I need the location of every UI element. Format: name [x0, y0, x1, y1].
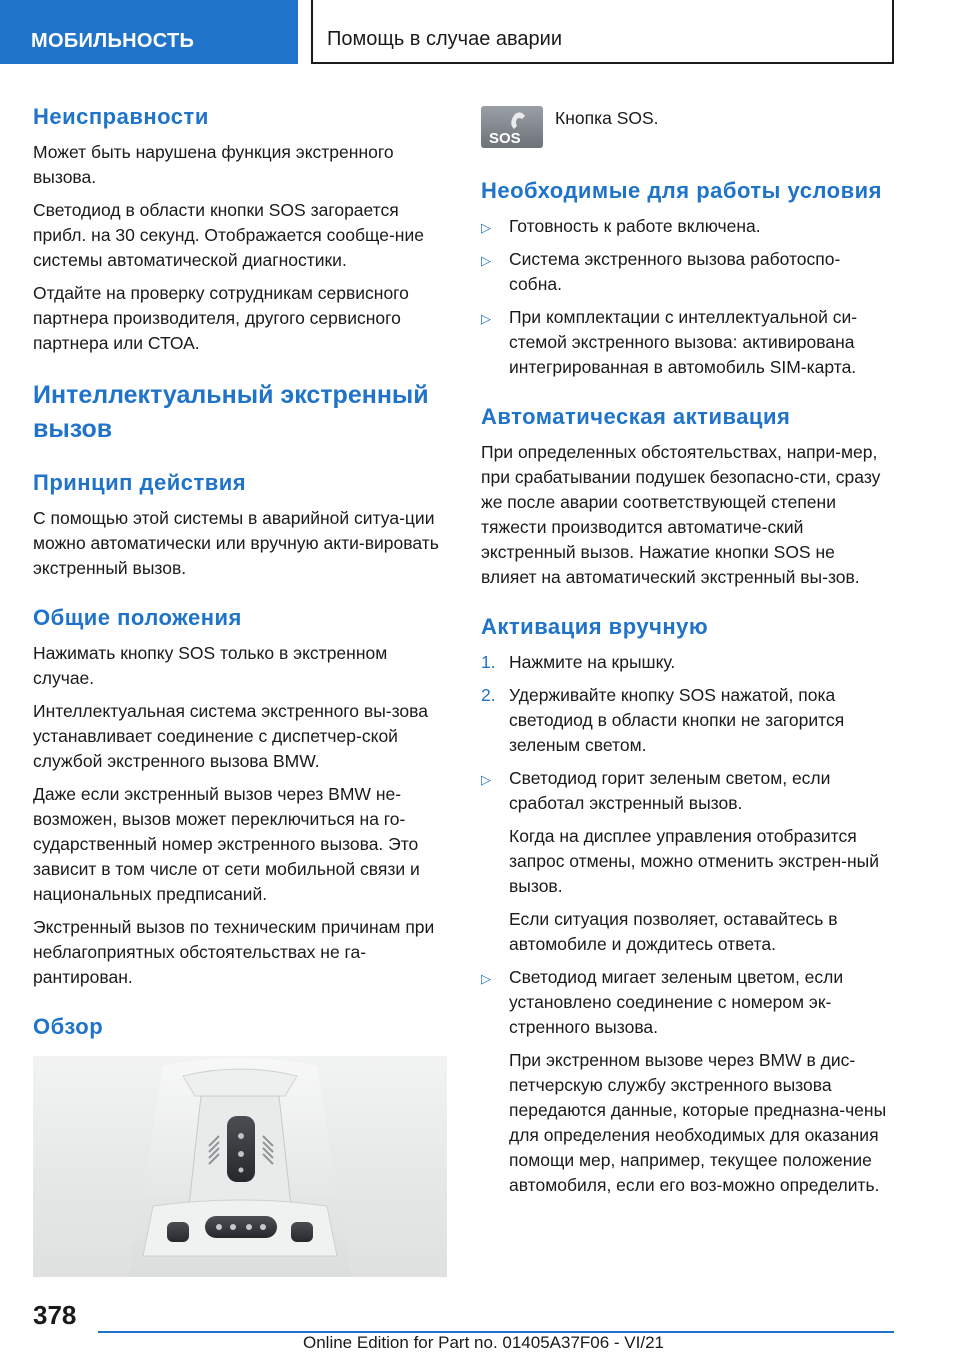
footer-edition: Online Edition for Part no. 01405A37F06 - VI/21: [303, 1333, 665, 1352]
manual-notes-list: [481, 766, 891, 816]
list-item: [481, 214, 891, 239]
list-item: [481, 247, 891, 297]
list-item-text: Система экстренного вызова работоспо-собна.: [509, 249, 841, 294]
overhead-console-drawing: [33, 1056, 447, 1277]
manual-activation-heading: Активация вручную: [481, 614, 709, 639]
header-section-tab: МОБИЛЬНОСТЬ: [0, 0, 298, 64]
general-heading: Общие положения: [33, 605, 242, 630]
faults-p3: Отдайте на проверку сотрудникам сервисного партнера производителя, другого сервисного партнера или СТОА.: [33, 283, 409, 353]
triangle-bullet-icon: ▷: [481, 772, 491, 787]
triangle-bullet-icon: ▷: [481, 311, 491, 326]
list-item-text: Светодиод горит зеленым светом, если сработал экстренный вызов.: [509, 768, 831, 813]
general-p4: Экстренный вызов по техническим причинам при неблагоприятных обстоятельствах не га-рантирован.: [33, 917, 435, 987]
manual-note1-p1: Когда на дисплее управления отобразится запрос отмены, можно отменить экстрен-ный вызов.: [509, 826, 880, 896]
list-item-text: При комплектации с интеллектуальной си-стемой экстренного вызова: активирована интегрированная в автомобиль SIM-карта.: [509, 307, 858, 377]
right-column: [481, 102, 891, 1206]
sos-button-row: [481, 102, 891, 164]
left-column: [33, 102, 449, 1277]
header-chapter-title: Помощь в случае аварии: [311, 0, 894, 64]
overview-heading: Обзор: [33, 1014, 104, 1039]
triangle-bullet-icon: ▷: [481, 220, 491, 235]
step-number: 1.: [481, 652, 496, 672]
triangle-bullet-icon: ▷: [481, 971, 491, 986]
list-item: [481, 965, 891, 1040]
faults-p2: Светодиод в области кнопки SOS загорается прибл. на 30 секунд. Отображается сообще-ние системы автоматической диагностики.: [33, 200, 424, 270]
list-item-text: Светодиод мигает зеленым цветом, если установлено соединение с номером эк-стренного вызова.: [509, 967, 844, 1037]
step-text: Нажмите на крышку.: [509, 652, 676, 672]
faults-heading: Неисправности: [33, 104, 209, 129]
requirements-list: [481, 214, 891, 380]
manual-notes-list-2: [481, 965, 891, 1040]
list-item: [481, 683, 891, 758]
auto-activation-p1: При определенных обстоятельствах, напри-мер, при срабатывании подушек безопасно-сти, сразу же после аварии соответствующей степени тяжести производится автоматиче-ский экстренный вызов. Нажатие кнопки SOS не влияет на автоматический экстренный вы-зов.: [481, 442, 881, 587]
list-item: [481, 766, 891, 816]
general-p2: Интеллектуальная система экстренного вы-зова устанавливает соединение с диспетчер-ской службой экстренного вызова BMW.: [33, 701, 428, 771]
faults-p1: Может быть нарушена функция экстренного вызова.: [33, 142, 394, 187]
triangle-bullet-icon: ▷: [481, 253, 491, 268]
requirements-heading: Необходимые для работы условия: [481, 178, 882, 203]
page-number: 378: [33, 1300, 77, 1330]
sos-icon-text: SOS: [489, 130, 521, 147]
general-p3: Даже если экстренный вызов через BMW не-возможен, вызов может переключиться на го-сударственный номер экстренного вызова. Это зависит в том числе от сети мобильной связи и национальных предписаний.: [33, 784, 420, 904]
list-item: [481, 305, 891, 380]
principle-p1: С помощью этой системы в аварийной ситуа-ции можно автоматически или вручную акти-вировать экстренный вызов.: [33, 508, 439, 578]
step-number: 2.: [481, 685, 496, 705]
sos-button-icon: [481, 106, 543, 148]
step-text: Удерживайте кнопку SOS нажатой, пока светодиод в области кнопки не загорится зеленым светом.: [509, 685, 845, 755]
manual-note2-p1: При экстренном вызове через BMW в дис-петчерскую службу экстренного вызова передаются данные, которые предназна-чены для определения необходимых для оказания помощи мер, например, текущее положение автомобиля, если его воз-можно определить.: [509, 1050, 887, 1195]
manual-note1-p2: Если ситуация позволяет, оставайтесь в автомобиле и дождитесь ответа.: [509, 909, 838, 954]
manual-steps-list: [481, 650, 891, 758]
list-item: [481, 650, 891, 675]
auto-activation-heading: Автоматическая активация: [481, 404, 791, 429]
overhead-console-illustration: [33, 1056, 447, 1277]
sos-button-label: Кнопка SOS.: [555, 108, 659, 128]
intelligent-call-heading: Интеллектуальный экстренный вызов: [33, 381, 429, 443]
list-item-text: Готовность к работе включена.: [509, 216, 761, 236]
general-p1: Нажимать кнопку SOS только в экстренном случае.: [33, 643, 388, 688]
principle-heading: Принцип действия: [33, 470, 247, 495]
